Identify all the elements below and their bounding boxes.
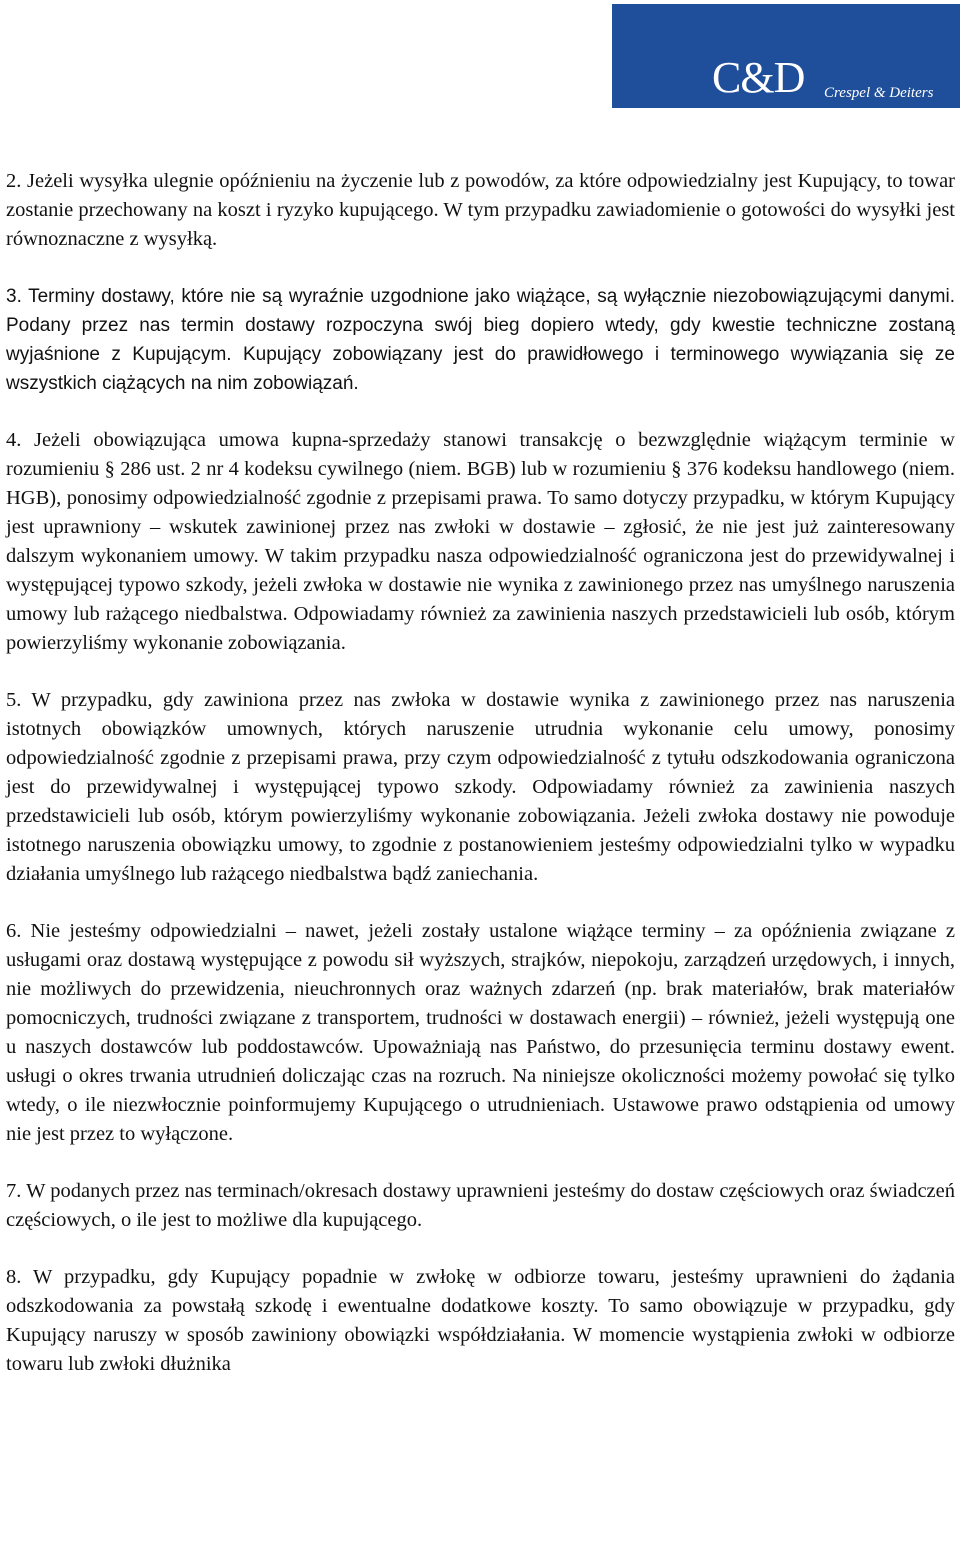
company-logo-text: Crespel & Deiters (824, 85, 934, 101)
paragraph-6: 6. Nie jesteśmy odpowiedzialni – nawet, jeżeli zostały ustalone wiążące terminy – za opóźnienia związane z usługami oraz dostawą występujące z powodu sił wyższych, strajków, niepokoju, zarządzeń urzędowych, i innych, nie możliwych do przewidzenia, nieuchronnych oraz ważnych zdarzeń (np. brak materiałów, brak materiałów pomocniczych, trudności związane z transportem, trudności w dostawach energii) – również, jeżeli występują one u naszych dostawców lub poddostawców. Upoważniają nas Państwo, do przesunięcia terminu dostawy ewent. usługi o okres trwania utrudnień doliczając czas na rozruch. Na niniejsze okoliczności możemy powołać się tylko wtedy, o ile niezwłocznie poinformujemy Kupującego o utrudnieniach. Ustawowe prawo odstąpienia od umowy nie jest przez to wyłączone. (6, 920, 955, 1145)
paragraph-4: 4. Jeżeli obowiązująca umowa kupna-sprzedaży stanowi transakcję o bezwzględnie wiążącym terminie w rozumieniu § 286 ust. 2 nr 4 kodeksu cywilnego (niem. BGB) lub w rozumieniu § 376 kodeksu handlowego (niem. HGB), ponosimy odpowiedzialność zgodnie z przepisami prawa. To samo dotyczy przypadku, w którym Kupujący jest uprawniony – wskutek zawinionej przez nas zwłoki w dostawie – zgłosić, że nie jest już zainteresowany dalszym wykonaniem umowy. W takim przypadku nasza odpowiedzialność ograniczona jest do przewidywalnej i występującej typowo szkody, jeżeli zwłoka w dostawie nie wynika z zawinionego przez nas umyślnego naruszenia umowy lub rażącego niedbalstwa. Odpowiadamy również za zawinienia naszych przedstawicieli lub osób, którym powierzyliśmy wykonanie zobowiązania. (6, 429, 955, 654)
company-logo-mark: C&D (712, 53, 805, 102)
paragraph-7: 7. W podanych przez nas terminach/okresach dostawy uprawnieni jesteśmy do dostaw częściowych oraz świadczeń częściowych, o ile jest to możliwe dla kupującego. (6, 1180, 955, 1231)
paragraph-8: 8. W przypadku, gdy Kupujący popadnie w zwłokę w odbiorze towaru, jesteśmy uprawnieni do żądania odszkodowania za powstałą szkodę i ewentualne dodatkowe koszty. To samo obowiązuje w przypadku, gdy Kupujący naruszy w sposób zawiniony obowiązki współdziałania. W momencie wystąpienia zwłoki w odbiorze towaru lub zwłoki dłużnika (6, 1266, 955, 1375)
paragraph-3: 3. Terminy dostawy, które nie są wyraźnie uzgodnione jako wiążące, są wyłącznie niezobowiązującymi danymi. Podany przez nas termin dostawy rozpoczyna swój bieg dopiero wtedy, gdy kwestie techniczne zostaną wyjaśnione z Kupującym. Kupujący zobowiązany jest do prawidłowego i terminowego wywiązania się ze wszystkich ciążących na nim zobowiązań. (6, 286, 955, 394)
paragraph-5: 5. W przypadku, gdy zawiniona przez nas zwłoka w dostawie wynika z zawinionego przez nas naruszenia istotnych obowiązków umownych, których naruszenie utrudnia wykonanie celu umowy, ponosimy odpowiedzialność zgodnie z przepisami prawa, przy czym odpowiedzialność z tytułu odszkodowania ograniczona jest do przewidywalnej i występującej typowo szkody. Odpowiadamy również za zawinienia naszych przedstawicieli lub osób, którym powierzyliśmy wykonanie zobowiązania. Jeżeli zwłoka dostawy nie powoduje istotnego naruszenia obowiązku umowy, to zgodnie z postanowieniem jesteśmy odpowiedzialni tylko w wypadku działania umyślnego lub rażącego niedbalstwa bądź zaniechania. (6, 689, 955, 885)
paragraph-2: 2. Jeżeli wysyłka ulegnie opóźnieniu na życzenie lub z powodów, za które odpowiedzialny jest Kupujący, to towar zostanie przechowany na koszt i ryzyko kupującego. W tym przypadku zawiadomienie o gotowości do wysyłki jest równoznaczne z wysyłką. (6, 170, 955, 250)
document-body (6, 167, 955, 1407)
